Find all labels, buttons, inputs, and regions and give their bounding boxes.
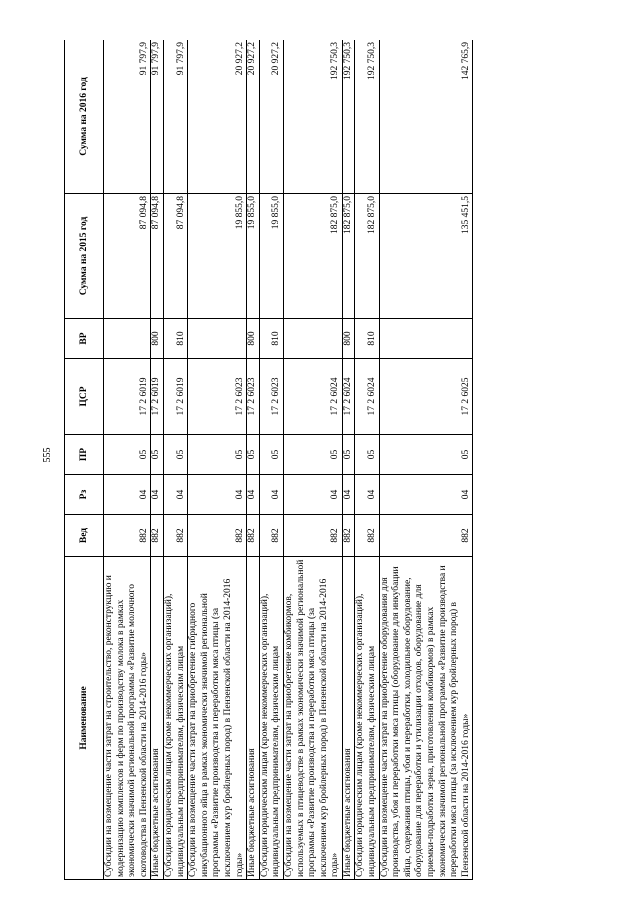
row-rz: 04 <box>163 475 187 515</box>
row-ved: 882 <box>247 515 260 557</box>
row-vr: 810 <box>259 319 283 359</box>
row-sum-2015: 87 094,8 <box>163 194 187 319</box>
column-header-vr: ВР <box>65 319 104 359</box>
column-header-pr: ПР <box>65 435 104 475</box>
row-sum-2015: 182 875,0 <box>355 194 379 319</box>
row-rz: 04 <box>247 475 260 515</box>
table-header-row <box>65 40 104 880</box>
row-name: Субсидии юридическим лицам (кроме некоммерческих организаций), индивидуальным предпринимателям, физическим лицам <box>259 557 283 880</box>
row-ved: 882 <box>379 515 473 557</box>
row-pr: 05 <box>259 435 283 475</box>
row-pr: 05 <box>104 435 151 475</box>
row-sum-2015: 135 451,5 <box>379 194 473 319</box>
row-ved: 882 <box>151 515 164 557</box>
row-name: Субсидии юридическим лицам (кроме некоммерческих организаций), индивидуальным предпринимателям, физическим лицам <box>163 557 187 880</box>
row-sum-2016: 192 750,3 <box>355 40 379 194</box>
row-pr: 05 <box>355 435 379 475</box>
table-row <box>283 40 342 880</box>
row-pr: 05 <box>342 435 355 475</box>
table-row <box>259 40 283 880</box>
column-header-sum-2016: Сумма на 2016 год <box>65 40 104 194</box>
row-pr: 05 <box>151 435 164 475</box>
row-rz: 04 <box>259 475 283 515</box>
row-rz: 04 <box>188 475 247 515</box>
row-sum-2016: 20 927,2 <box>247 40 260 194</box>
row-pr: 05 <box>188 435 247 475</box>
row-name: Субсидии юридическим лицам (кроме некоммерческих организаций), индивидуальным предпринимателям, физическим лицам <box>355 557 379 880</box>
column-header-ved: Вед <box>65 515 104 557</box>
rotated-page-content <box>64 40 587 880</box>
row-sum-2015: 19 855,0 <box>259 194 283 319</box>
row-sum-2015: 87 094,8 <box>104 194 151 319</box>
row-vr: 810 <box>355 319 379 359</box>
row-pr: 05 <box>283 435 342 475</box>
row-csr: 17 2 6023 <box>247 359 260 435</box>
row-name: Иные бюджетные ассигнования <box>342 557 355 880</box>
row-name: Субсидии на возмещение части затрат на приобретение гибридного инкубационного яйца в рамках экономически значимой региональной программы «Развитие производства и переработки мяса птицы (за исключением кур бройлерных пород) в Пензенской области на 2014-2016 годы» <box>188 557 247 880</box>
row-name: Иные бюджетные ассигнования <box>151 557 164 880</box>
row-name: Субсидии на возмещение части затрат на приобретение оборудования для производства, убоя и переработки мяса птицы (оборудование для инкубации яйца, содержания птицы, убоя и переработки, холодильное оборудование, оборудование для переработки и утилизации отходов, оборудование для приемки-подработки зерна, приготовления комбикормов) в рамках экономически значимой региональной программы «Развитие производства и переработки мяса птицы (за исключением кур бройлерных пород) в Пензенской области на 2014-2016 годы» <box>379 557 473 880</box>
row-sum-2016: 20 927,2 <box>259 40 283 194</box>
row-sum-2015: 182 875,0 <box>342 194 355 319</box>
row-sum-2016: 91 797,9 <box>151 40 164 194</box>
row-ved: 882 <box>355 515 379 557</box>
row-vr <box>104 319 151 359</box>
row-csr: 17 2 6019 <box>151 359 164 435</box>
row-pr: 05 <box>163 435 187 475</box>
row-sum-2015: 19 855,0 <box>188 194 247 319</box>
row-rz: 04 <box>151 475 164 515</box>
table-row <box>247 40 260 880</box>
column-header-csr: ЦСР <box>65 359 104 435</box>
row-ved: 882 <box>188 515 247 557</box>
row-vr <box>379 319 473 359</box>
table-row <box>151 40 164 880</box>
row-csr: 17 2 6024 <box>283 359 342 435</box>
row-name: Субсидии на возмещение части затрат на строительство, реконструкцию и модернизацию комплексов и ферм по производству молока в рамках экономически значимой региональной программы «Развитие молочного скотоводства в Пензенской области на 2014-2016 годы» <box>104 557 151 880</box>
row-sum-2016: 20 927,2 <box>188 40 247 194</box>
row-ved: 882 <box>104 515 151 557</box>
row-name: Иные бюджетные ассигнования <box>247 557 260 880</box>
row-ved: 882 <box>342 515 355 557</box>
column-header-rz: Рз <box>65 475 104 515</box>
row-vr <box>283 319 342 359</box>
row-csr: 17 2 6023 <box>259 359 283 435</box>
row-ved: 882 <box>283 515 342 557</box>
table-row <box>342 40 355 880</box>
row-vr: 800 <box>151 319 164 359</box>
row-csr: 17 2 6023 <box>188 359 247 435</box>
row-sum-2016: 192 750,3 <box>283 40 342 194</box>
row-vr: 810 <box>163 319 187 359</box>
row-pr: 05 <box>379 435 473 475</box>
row-sum-2016: 142 765,9 <box>379 40 473 194</box>
row-rz: 04 <box>283 475 342 515</box>
row-sum-2016: 192 750,3 <box>342 40 355 194</box>
row-csr: 17 2 6019 <box>104 359 151 435</box>
row-csr: 17 2 6024 <box>355 359 379 435</box>
row-sum-2016: 91 797,9 <box>104 40 151 194</box>
row-rz: 04 <box>342 475 355 515</box>
row-vr: 800 <box>342 319 355 359</box>
row-csr: 17 2 6025 <box>379 359 473 435</box>
row-csr: 17 2 6024 <box>342 359 355 435</box>
row-vr: 800 <box>247 319 260 359</box>
row-pr: 05 <box>247 435 260 475</box>
row-rz: 04 <box>355 475 379 515</box>
table-row <box>163 40 187 880</box>
row-ved: 882 <box>163 515 187 557</box>
page-number: 555 <box>42 447 53 463</box>
table-row <box>355 40 379 880</box>
row-rz: 04 <box>379 475 473 515</box>
row-sum-2015: 87 094,8 <box>151 194 164 319</box>
column-header-name: Наименование <box>65 557 104 880</box>
column-header-sum-2015: Сумма на 2015 год <box>65 194 104 319</box>
row-vr <box>188 319 247 359</box>
budget-table <box>64 40 473 880</box>
table-row <box>104 40 151 880</box>
table-row <box>188 40 247 880</box>
row-sum-2015: 182 875,0 <box>283 194 342 319</box>
row-rz: 04 <box>104 475 151 515</box>
row-sum-2015: 19 855,0 <box>247 194 260 319</box>
row-csr: 17 2 6019 <box>163 359 187 435</box>
row-sum-2016: 91 797,9 <box>163 40 187 194</box>
table-row <box>379 40 473 880</box>
row-ved: 882 <box>259 515 283 557</box>
row-name: Субсидии на возмещение части затрат на приобретение комбикормов, используемых в птицеводстве в рамках экономически значимой региональной программы «Развитие производства и переработки мяса птицы (за исключением кур бройлерных пород) в Пензенской области на 2014-2016 годы» <box>283 557 342 880</box>
